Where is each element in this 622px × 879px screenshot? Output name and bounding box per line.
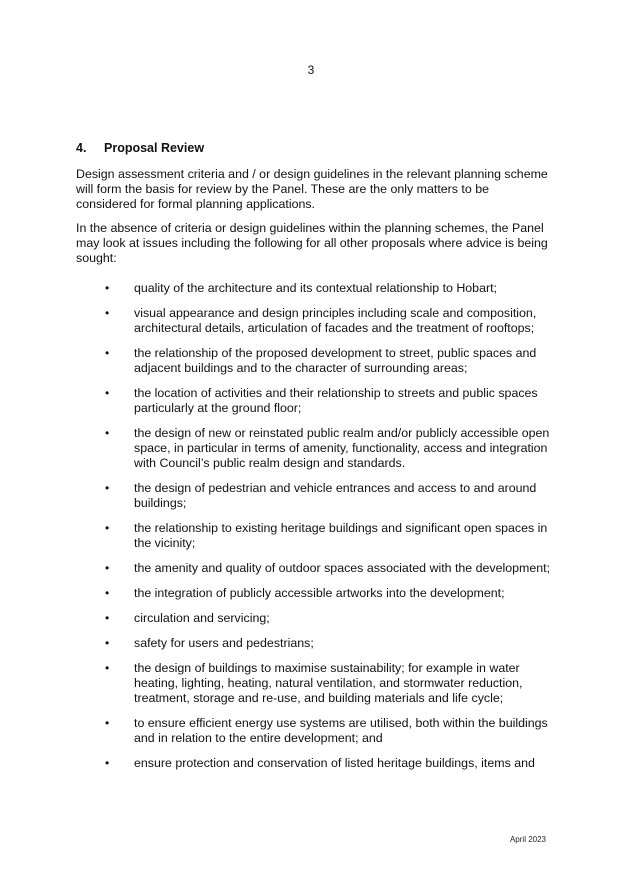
list-item-text: the relationship of the proposed development to street, public spaces and adjacent buildings and to the character of surrounding areas; — [134, 346, 537, 375]
paragraph: In the absence of criteria or design guidelines within the planning schemes, the Panel may look at issues including the following for all other proposals where advice is being sought: — [76, 221, 548, 265]
bullet-icon: • — [105, 561, 110, 575]
list-item — [76, 611, 552, 626]
list-item — [76, 481, 552, 511]
list-item — [76, 636, 552, 651]
list-item-text: the design of buildings to maximise sustainability; for example in water heating, lighting, heating, natural ventilation, and stormwater reduction, treatment, storage and re-use, and building materials and life cycle; — [134, 661, 523, 705]
list-item — [76, 426, 552, 471]
list-item-text: the design of pedestrian and vehicle entrances and access to and around buildings; — [134, 481, 537, 510]
bullet-icon: • — [105, 346, 110, 360]
list-item — [76, 661, 552, 706]
document-body — [76, 141, 552, 781]
list-item — [76, 386, 552, 416]
bullet-icon: • — [105, 716, 110, 730]
bullet-icon: • — [105, 611, 110, 625]
section-heading — [76, 141, 552, 156]
page-number: 3 — [307, 63, 315, 77]
section-number: 4. — [76, 141, 87, 155]
list-item — [76, 346, 552, 376]
list-item — [76, 306, 552, 336]
list-item — [76, 281, 552, 296]
list-item-text: safety for users and pedestrians; — [134, 636, 314, 650]
bullet-icon: • — [105, 586, 110, 600]
list-item-text: the location of activities and their relationship to streets and public spaces particularly at the ground floor; — [134, 386, 538, 415]
list-item-text: ensure protection and conservation of listed heritage buildings, items and — [134, 756, 535, 770]
bullet-icon: • — [105, 481, 110, 495]
bullet-icon: • — [105, 306, 110, 320]
bullet-icon: • — [105, 281, 110, 295]
section-title: Proposal Review — [104, 141, 205, 155]
list-item-text: the amenity and quality of outdoor spaces associated with the development; — [134, 561, 551, 575]
bullet-icon: • — [105, 661, 110, 675]
bullet-icon: • — [105, 756, 110, 770]
list-item — [76, 521, 552, 551]
list-item-text: the relationship to existing heritage buildings and significant open spaces in the vicinity; — [134, 521, 548, 550]
bullet-icon: • — [105, 521, 110, 535]
bullet-icon: • — [105, 636, 110, 650]
list-item-text: circulation and servicing; — [134, 611, 270, 625]
bullet-icon: • — [105, 426, 110, 440]
list-item-text: the integration of publicly accessible artworks into the development; — [134, 586, 505, 600]
list-item-text: the design of new or reinstated public realm and/or publicly accessible open space, in particular in terms of amenity, functionality, access and integration with Council’s public realm design and standards. — [134, 426, 550, 470]
bullet-icon: • — [105, 386, 110, 400]
list-item — [76, 561, 552, 576]
list-item — [76, 756, 552, 771]
criteria-list — [76, 281, 552, 771]
footer-date: April 2023 — [509, 835, 546, 844]
list-item — [76, 716, 552, 746]
list-item-text: to ensure efficient energy use systems are utilised, both within the buildings and in relation to the entire development; and — [134, 716, 548, 745]
list-item-text: quality of the architecture and its contextual relationship to Hobart; — [134, 281, 497, 295]
list-item-text: visual appearance and design principles including scale and composition, architectural details, articulation of facades and the treatment of rooftops; — [134, 306, 537, 335]
list-item — [76, 586, 552, 601]
paragraph: Design assessment criteria and / or design guidelines in the relevant planning scheme will form the basis for review by the Panel. These are the only matters to be considered for formal planning applications. — [76, 167, 548, 211]
